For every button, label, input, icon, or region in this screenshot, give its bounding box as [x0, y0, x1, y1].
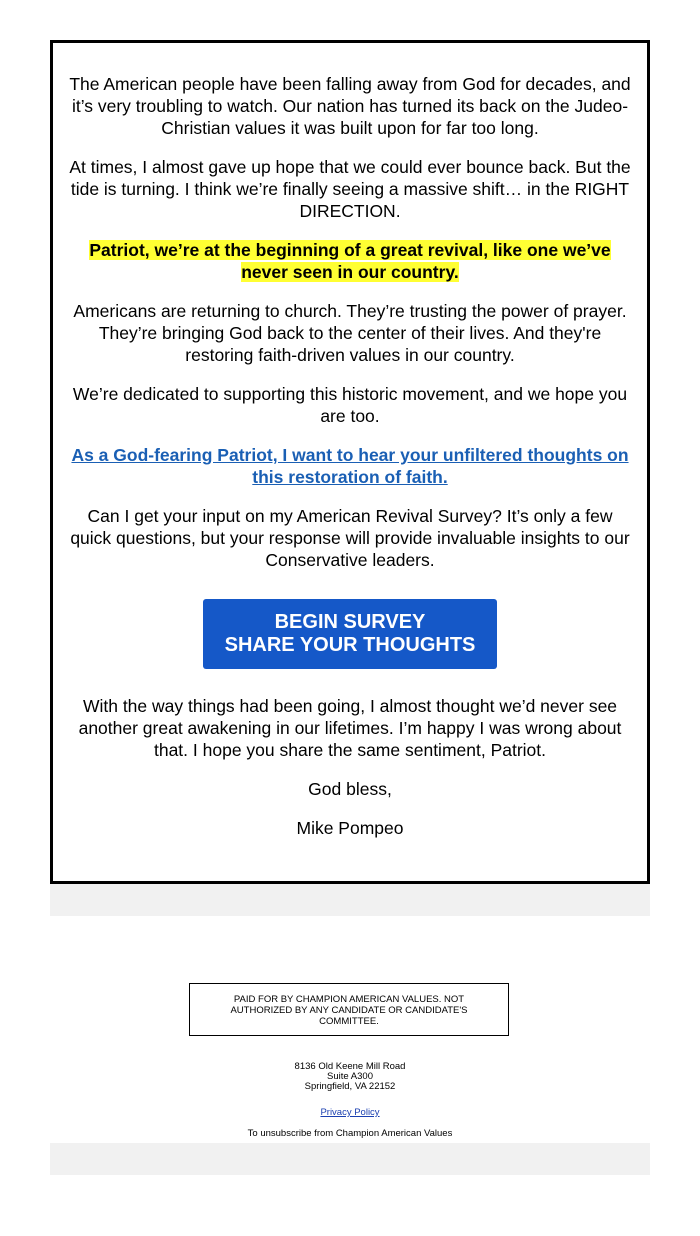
privacy-policy-link[interactable]: Privacy Policy [320, 1107, 380, 1118]
paragraph-returning: Americans are returning to church. They’re trusting the power of prayer. They’re bringing God back to the center of their lives. And they're restoring faith-driven values in our country. [73, 301, 627, 365]
paragraph-closing: With the way things had been going, I almost thought we’d never see another great awakening in our lifetimes. I’m happy I was wrong about that. I hope you share the same sentiment, Patriot. [78, 696, 622, 760]
paid-for-disclaimer: PAID FOR BY CHAMPION AMERICAN VALUES. NOT AUTHORIZED BY ANY CANDIDATE OR CANDIDATE'S COMMITTEE. [189, 983, 509, 1036]
highlight-paragraph [65, 239, 635, 283]
survey-link[interactable]: As a God-fearing Patriot, I want to hear your unfiltered thoughts on this restoration of faith. [71, 445, 629, 487]
cta-line-2: SHARE YOUR THOUGHTS [224, 634, 476, 656]
paragraph-tide: At times, I almost gave up hope that we could ever bounce back. But the tide is turning. I think we’re finally seeing a massive shift… in the RIGHT DIRECTION. [69, 157, 631, 221]
privacy-policy-row [0, 1107, 700, 1118]
unsubscribe-text[interactable]: To unsubscribe from Champion American Values [247, 1128, 453, 1139]
paragraph-survey-ask: Can I get your input on my American Revival Survey? It’s only a few quick questions, but your response will provide invaluable insights to our Conservative leaders. [70, 506, 630, 570]
divider-band-bottom [50, 1143, 650, 1175]
begin-survey-button[interactable] [203, 599, 497, 669]
paragraph-dedicated: We’re dedicated to supporting this historic movement, and we hope you are too. [72, 384, 628, 426]
email-content [53, 43, 647, 839]
highlighted-text: Patriot, we’re at the beginning of a great revival, like one we’ve never seen in our country. [89, 240, 611, 282]
address-line-1: 8136 Old Keene Mill Road [294, 1061, 406, 1072]
email-body [50, 40, 650, 884]
divider-band-top [50, 884, 650, 916]
address-line-2: Suite A300 [327, 1071, 373, 1082]
signature: Mike Pompeo [296, 818, 404, 838]
sign-off: God bless, [308, 779, 392, 799]
footer-address [0, 1062, 700, 1092]
survey-link-paragraph [65, 444, 635, 488]
paragraph-intro: The American people have been falling away from God for decades, and it’s very troubling to watch. Our nation has turned its back on the Judeo-Christian values it was built upon for far too long. [69, 74, 631, 138]
address-line-3: Springfield, VA 22152 [304, 1081, 396, 1092]
cta-line-1: BEGIN SURVEY [274, 611, 426, 633]
